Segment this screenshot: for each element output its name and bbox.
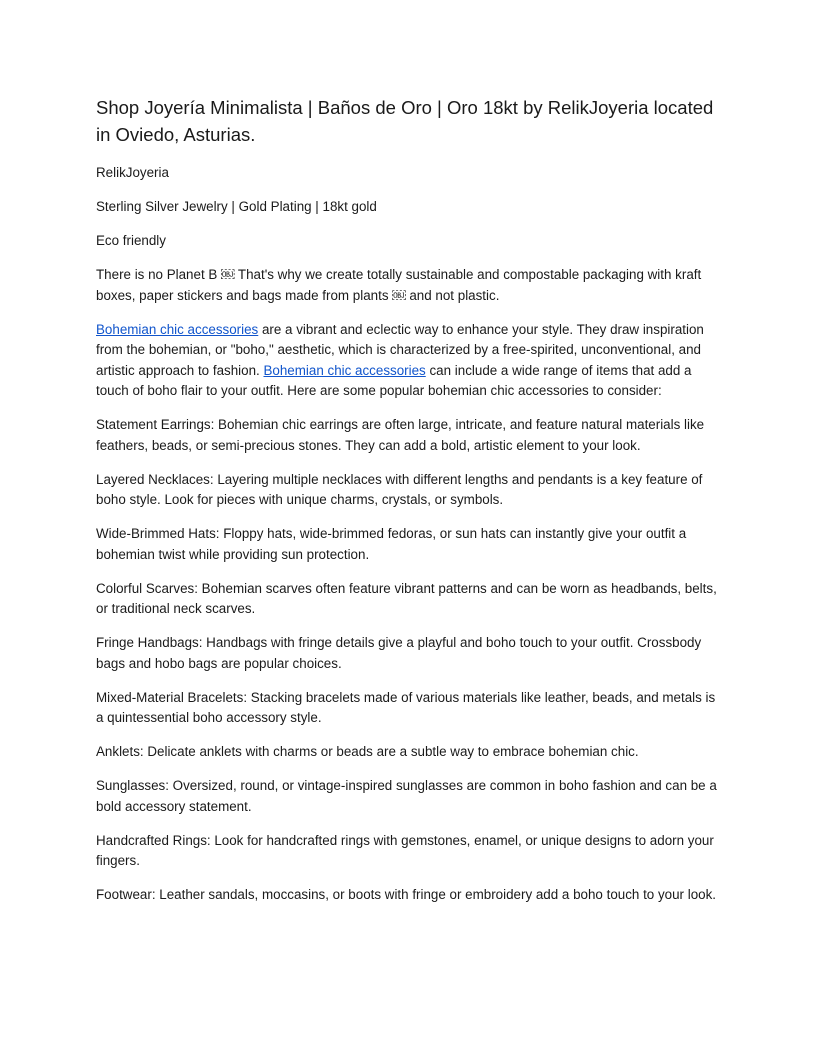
bohemian-accessories-link-2[interactable]: Bohemian chic accessories bbox=[263, 362, 426, 378]
accessory-item-hats: Wide-Brimmed Hats: Floppy hats, wide-brimmed fedoras, or sun hats can instantly give your outfit a bohemian twist while providing sun protection. bbox=[96, 526, 687, 562]
brand-name: RelikJoyeria bbox=[96, 165, 169, 180]
intro-text-2: can include a wide range of items that add a touch of boho flair to your outfit. Here are some popular bohemian chic accessories to consider: bbox=[96, 362, 692, 398]
eco-paragraph: There is no Planet B ￼ That's why we create totally sustainable and compostable packaging with kraft boxes, paper stickers and bags made from plants ￼ and not plastic. bbox=[96, 267, 702, 303]
eco-heading: Eco friendly bbox=[96, 233, 166, 248]
bohemian-accessories-link-1[interactable]: Bohemian chic accessories bbox=[96, 321, 259, 337]
accessory-item-sunglasses: Sunglasses: Oversized, round, or vintage-inspired sunglasses are common in boho fashion and can be a bold accessory statement. bbox=[96, 778, 717, 814]
intro-text-1: are a vibrant and eclectic way to enhance your style. They draw inspiration from the bohemian, or "boho," aesthetic, which is characterized by a free-spirited, unconventional, and artistic approach to fashion. bbox=[96, 321, 704, 378]
tagline: Sterling Silver Jewelry | Gold Plating | 18kt gold bbox=[96, 199, 377, 214]
document-page bbox=[96, 94, 724, 919]
accessory-item-necklaces: Layered Necklaces: Layering multiple necklaces with different lengths and pendants is a key feature of boho style. Look for pieces with unique charms, crystals, or symbols. bbox=[96, 471, 703, 507]
page-title: Shop Joyería Minimalista | Baños de Oro | Oro 18kt by RelikJoyeria located in Oviedo, Asturias. bbox=[96, 97, 714, 145]
accessory-item-handbags: Fringe Handbags: Handbags with fringe details give a playful and boho touch to your outfit. Crossbody bags and hobo bags are popular choices. bbox=[96, 635, 702, 671]
accessory-item-rings: Handcrafted Rings: Look for handcrafted rings with gemstones, enamel, or unique designs to adorn your fingers. bbox=[96, 832, 714, 868]
intro-paragraph bbox=[96, 320, 724, 402]
accessory-item-earrings: Statement Earrings: Bohemian chic earrings are often large, intricate, and feature natural materials like feathers, beads, or semi-precious stones. They can add a bold, artistic element to your look. bbox=[96, 417, 705, 453]
accessory-item-bracelets: Mixed-Material Bracelets: Stacking bracelets made of various materials like leather, beads, and metals is a quintessential boho accessory style. bbox=[96, 689, 716, 725]
accessory-item-anklets: Anklets: Delicate anklets with charms or beads are a subtle way to embrace bohemian chic. bbox=[96, 744, 639, 759]
accessory-item-footwear: Footwear: Leather sandals, moccasins, or boots with fringe or embroidery add a boho touch to your look. bbox=[96, 887, 717, 902]
accessory-item-scarves: Colorful Scarves: Bohemian scarves often feature vibrant patterns and can be worn as headbands, belts, or traditional neck scarves. bbox=[96, 580, 717, 616]
